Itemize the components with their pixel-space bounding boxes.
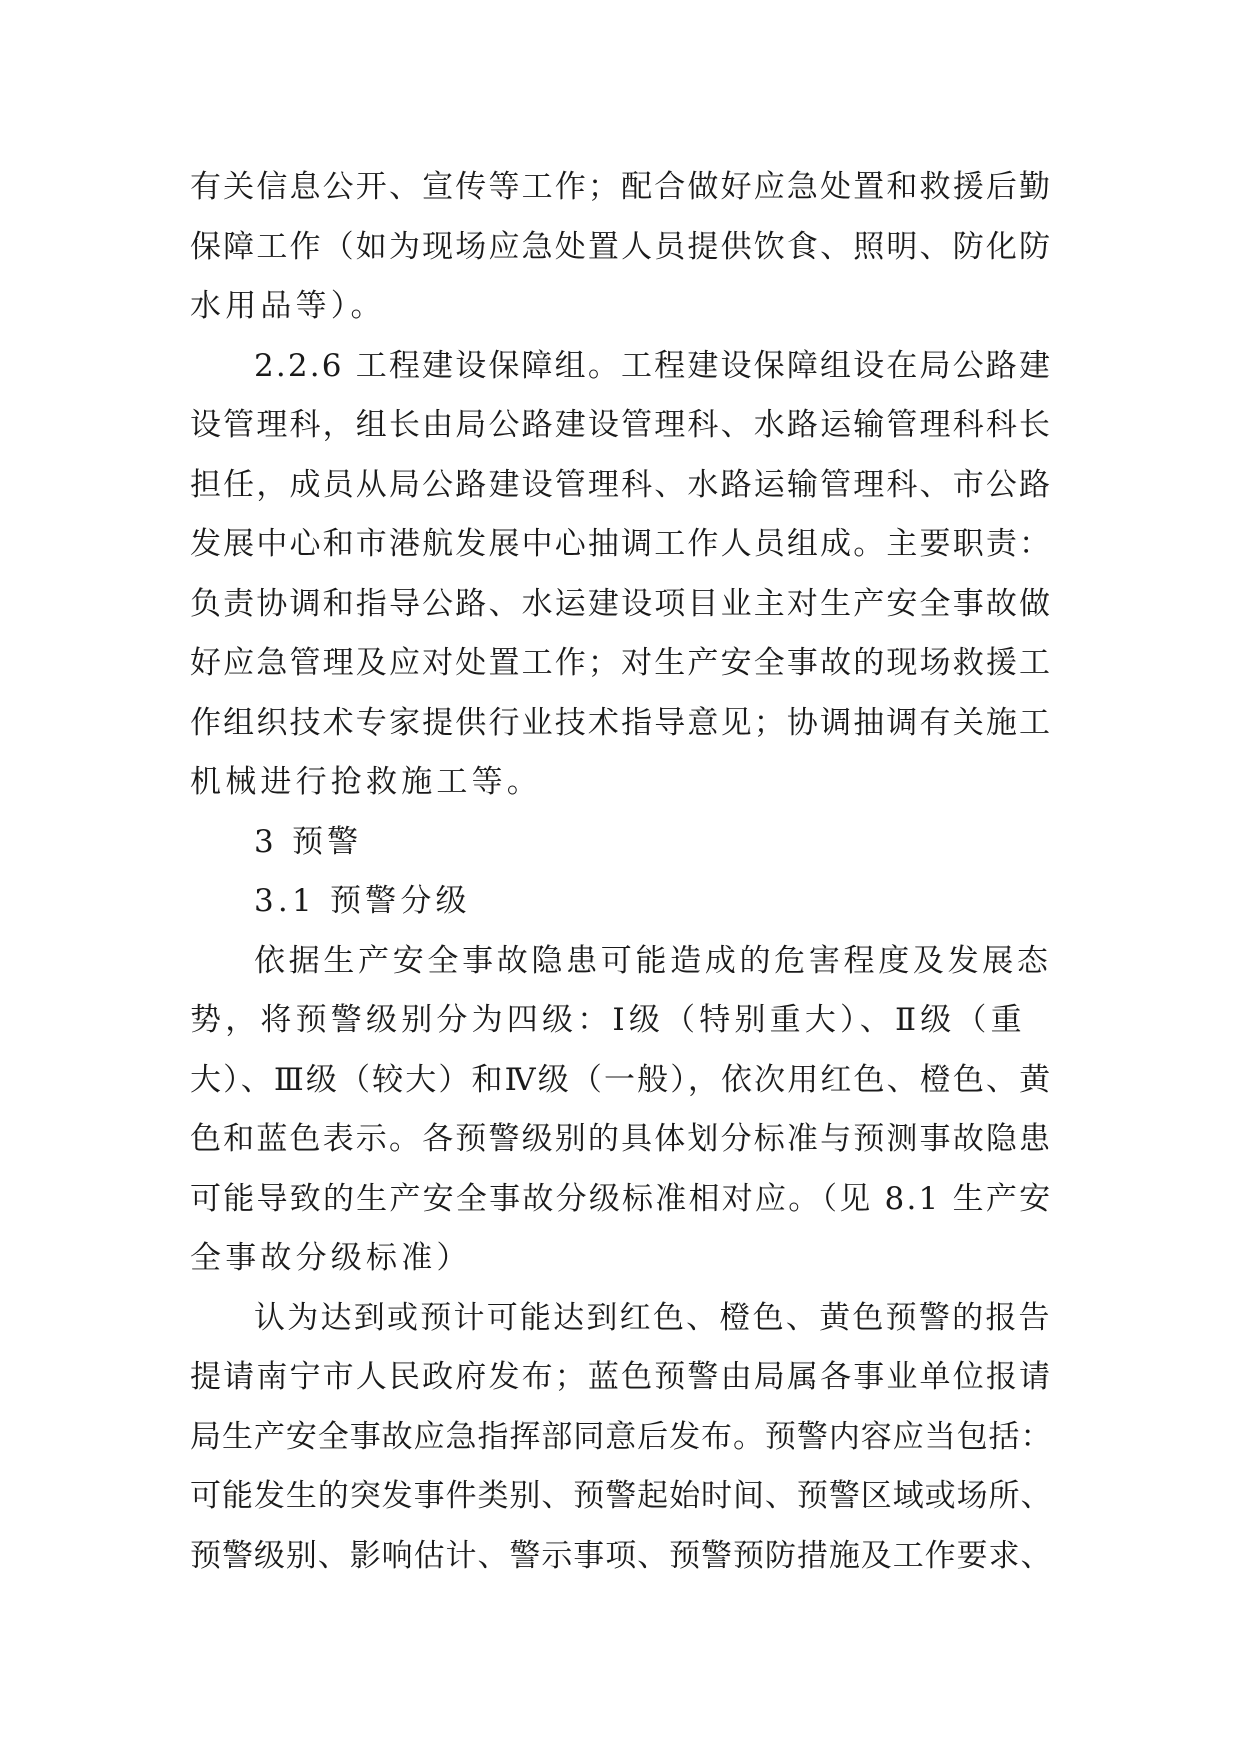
- text-line: 提请南宁市人民政府发布；蓝色预警由局属各事业单位报请: [190, 1359, 1053, 1395]
- text-line: 水用品等）。: [190, 288, 386, 324]
- text-line: 大）、Ⅲ级（较大）和Ⅳ级（一般），依次用红色、橙色、黄: [190, 1061, 1053, 1098]
- text-line: 局生产安全事故应急指挥部同意后发布。预警内容应当包括：: [190, 1418, 1053, 1455]
- text-line: 认为达到或预计可能达到红色、橙色、黄色预警的报告: [254, 1299, 1052, 1336]
- text-line: 设管理科，组长由局公路建设管理科、水路运输管理科科长: [190, 407, 1053, 443]
- text-line: 色和蓝色表示。各预警级别的具体划分标准与预测事故隐患: [190, 1121, 1053, 1157]
- text-line: 担任，成员从局公路建设管理科、水路运输管理科、市公路: [190, 466, 1053, 503]
- text-line: 有关信息公开、宣传等工作；配合做好应急处置和救援后勤: [190, 169, 1053, 205]
- text-line: 可能导致的生产安全事故分级标准相对应。（见 8.1 生产安: [190, 1180, 1053, 1217]
- text-line: 2.2.6 工程建设保障组。工程建设保障组设在局公路建: [254, 347, 1053, 384]
- text-line: 机械进行抢救施工等。: [190, 764, 542, 800]
- text-line: 3.1 预警分级: [254, 883, 471, 919]
- text-line: 可能发生的突发事件类别、预警起始时间、预警区域或场所、: [190, 1478, 1053, 1514]
- text-line: 3 预警: [254, 823, 363, 860]
- text-line: 发展中心和市港航发展中心抽调工作人员组成。主要职责：: [190, 526, 1053, 562]
- text-line: 好应急管理及应对处置工作；对生产安全事故的现场救援工: [190, 645, 1053, 681]
- text-line: 作组织技术专家提供行业技术指导意见；协调抽调有关施工: [190, 704, 1053, 741]
- text-line: 依据生产安全事故隐患可能造成的危害程度及发展态: [254, 942, 1052, 979]
- document-body: [190, 158, 1052, 1586]
- text-line: 负责协调和指导公路、水运建设项目业主对生产安全事故做: [190, 585, 1053, 622]
- text-line: 预警级别、影响估计、警示事项、预警预防措施及工作要求、: [190, 1537, 1053, 1574]
- text-line: 保障工作（如为现场应急处置人员提供饮食、照明、防化防: [190, 228, 1053, 265]
- text-line: 势，将预警级别分为四级：Ⅰ级（特别重大）、Ⅱ级（重: [190, 1002, 1026, 1038]
- text-line: 全事故分级标准）: [190, 1240, 472, 1276]
